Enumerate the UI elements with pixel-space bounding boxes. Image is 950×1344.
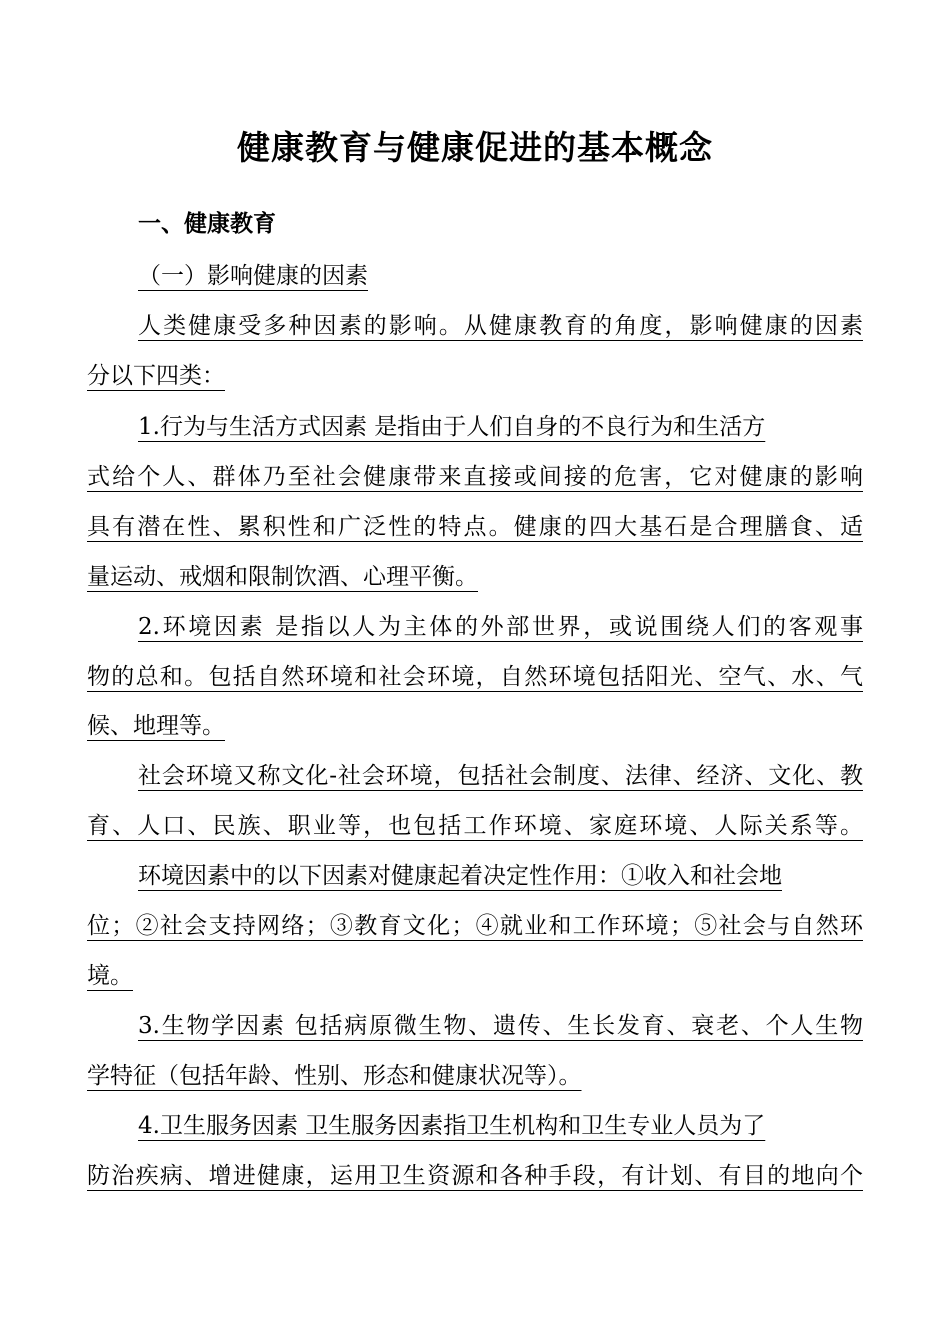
- paragraph-line: 量运动、戒烟和限制饮酒、心理平衡。: [87, 564, 478, 590]
- paragraph-line: 境。: [87, 963, 133, 989]
- paragraph-line: 位；②社会支持网络；③教育文化；④就业和工作环境；⑤社会与自然环: [87, 913, 863, 939]
- paragraph-line: 分以下四类：: [87, 363, 225, 389]
- section-heading: 一、健康教育: [138, 210, 276, 237]
- paragraph-line: 1.行为与生活方式因素 是指由于人们自身的不良行为和生活方: [138, 414, 766, 440]
- paragraph-line: 防治疾病、增进健康，运用卫生资源和各种手段，有计划、有目的地向个: [87, 1163, 863, 1189]
- paragraph-line: 候、地理等。: [87, 713, 225, 739]
- paragraph-line: 2.环境因素 是指以人为主体的外部世界，或说围绕人们的客观事: [138, 614, 863, 640]
- subsection-heading: （一）影响健康的因素: [138, 263, 368, 289]
- paragraph-line: 环境因素中的以下因素对健康起着决定性作用：①收入和社会地: [138, 863, 782, 889]
- paragraph-line: 具有潜在性、累积性和广泛性的特点。健康的四大基石是合理膳食、适: [87, 514, 863, 540]
- paragraph-line: 育、人口、民族、职业等，也包括工作环境、家庭环境、人际关系等。: [87, 813, 863, 839]
- paragraph-line: 3.生物学因素 包括病原微生物、遗传、生长发育、衰老、个人生物: [138, 1013, 863, 1039]
- paragraph-line: 学特征（包括年龄、性别、形态和健康状况等）。: [87, 1063, 582, 1089]
- document-title: 健康教育与健康促进的基本概念: [237, 128, 713, 167]
- paragraph-line: 4.卫生服务因素 卫生服务因素指卫生机构和卫生专业人员为了: [138, 1113, 766, 1139]
- paragraph-line: 人类健康受多种因素的影响。从健康教育的角度，影响健康的因素: [138, 313, 863, 339]
- paragraph-line: 式给个人、群体乃至社会健康带来直接或间接的危害，它对健康的影响: [87, 464, 863, 490]
- paragraph-line: 物的总和。包括自然环境和社会环境，自然环境包括阳光、空气、水、气: [87, 664, 863, 690]
- paragraph-line: 社会环境又称文化-社会环境，包括社会制度、法律、经济、文化、教: [138, 763, 863, 789]
